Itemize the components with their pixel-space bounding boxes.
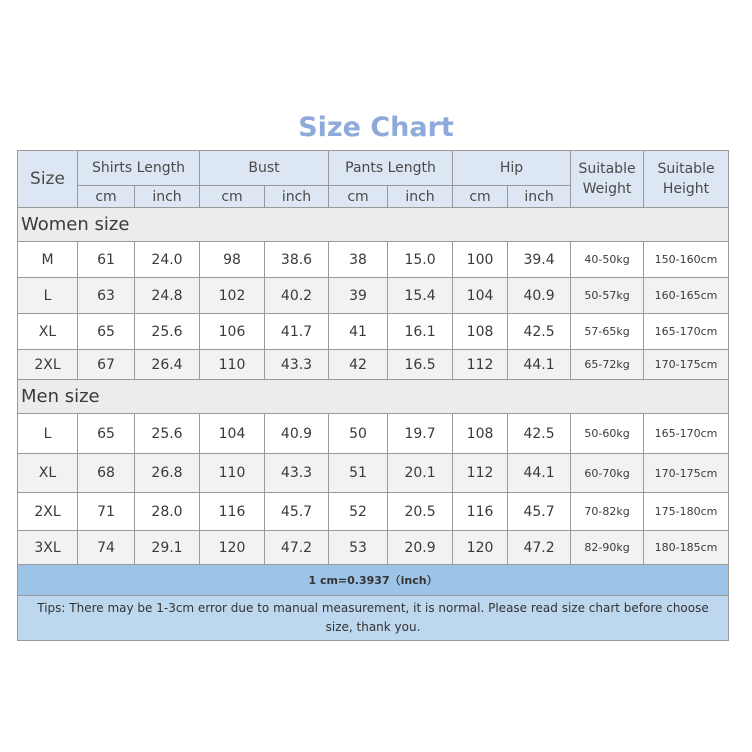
bust-inch-cell: 43.3 <box>265 350 329 380</box>
shirt-cm-cell: 68 <box>78 454 135 493</box>
size-cell: XL <box>18 454 78 493</box>
shirt-inch-cell: 28.0 <box>135 493 200 531</box>
section-row <box>18 380 729 414</box>
weight-cell: 70-82kg <box>571 493 644 531</box>
pants-cm-cell: 53 <box>329 531 388 565</box>
hip-inch-cell: 44.1 <box>508 350 571 380</box>
bust-cm-cell: 110 <box>200 454 265 493</box>
shirts-length-header: Shirts Length <box>78 151 200 186</box>
hip-inch-cell: 39.4 <box>508 242 571 278</box>
size-header: Size <box>18 151 78 208</box>
section-row <box>18 208 729 242</box>
height-cell: 160-165cm <box>644 278 729 314</box>
bust-inch-cell: 45.7 <box>265 493 329 531</box>
shirt-cm-cell: 61 <box>78 242 135 278</box>
table-row <box>18 493 729 531</box>
bust-cm-cell: 104 <box>200 414 265 454</box>
weight-cell: 50-57kg <box>571 278 644 314</box>
pants-length-header: Pants Length <box>329 151 453 186</box>
hip-cm-cell: 108 <box>453 314 508 350</box>
weight-cell: 57-65kg <box>571 314 644 350</box>
size-chart-table <box>17 150 729 641</box>
height-cell: 150-160cm <box>644 242 729 278</box>
shirt-inch-cell: 24.8 <box>135 278 200 314</box>
unit-cm-header: cm <box>453 186 508 208</box>
table-row <box>18 278 729 314</box>
unit-cm-header: cm <box>329 186 388 208</box>
shirt-inch-cell: 29.1 <box>135 531 200 565</box>
unit-inch-header: inch <box>265 186 329 208</box>
tips-note: Tips: There may be 1-3cm error due to manual measurement, it is normal. Please read size chart before choose size, thank you. <box>18 596 729 641</box>
hip-inch-cell: 42.5 <box>508 414 571 454</box>
unit-inch-header: inch <box>388 186 453 208</box>
hip-header: Hip <box>453 151 571 186</box>
bust-inch-cell: 43.3 <box>265 454 329 493</box>
unit-inch-header: inch <box>508 186 571 208</box>
height-cell: 170-175cm <box>644 454 729 493</box>
height-cell: 175-180cm <box>644 493 729 531</box>
shirt-inch-cell: 24.0 <box>135 242 200 278</box>
shirt-cm-cell: 65 <box>78 414 135 454</box>
weight-cell: 50-60kg <box>571 414 644 454</box>
hip-cm-cell: 112 <box>453 350 508 380</box>
pants-inch-cell: 20.9 <box>388 531 453 565</box>
height-cell: 180-185cm <box>644 531 729 565</box>
pants-cm-cell: 39 <box>329 278 388 314</box>
pants-inch-cell: 20.5 <box>388 493 453 531</box>
hip-inch-cell: 40.9 <box>508 278 571 314</box>
hip-cm-cell: 120 <box>453 531 508 565</box>
bust-inch-cell: 38.6 <box>265 242 329 278</box>
size-cell: L <box>18 278 78 314</box>
pants-inch-cell: 19.7 <box>388 414 453 454</box>
size-cell: M <box>18 242 78 278</box>
shirt-cm-cell: 74 <box>78 531 135 565</box>
bust-cm-cell: 98 <box>200 242 265 278</box>
shirt-inch-cell: 25.6 <box>135 314 200 350</box>
size-cell: L <box>18 414 78 454</box>
table-row <box>18 454 729 493</box>
pants-cm-cell: 51 <box>329 454 388 493</box>
hip-cm-cell: 104 <box>453 278 508 314</box>
pants-cm-cell: 41 <box>329 314 388 350</box>
bust-header: Bust <box>200 151 329 186</box>
size-cell: 3XL <box>18 531 78 565</box>
pants-cm-cell: 52 <box>329 493 388 531</box>
weight-cell: 65-72kg <box>571 350 644 380</box>
table-row <box>18 314 729 350</box>
bust-inch-cell: 47.2 <box>265 531 329 565</box>
hip-inch-cell: 47.2 <box>508 531 571 565</box>
tips-row <box>18 596 729 641</box>
shirt-cm-cell: 63 <box>78 278 135 314</box>
hip-cm-cell: 100 <box>453 242 508 278</box>
conversion-row <box>18 565 729 596</box>
height-header: Suitable Height <box>644 151 729 208</box>
weight-cell: 82-90kg <box>571 531 644 565</box>
height-cell: 165-170cm <box>644 314 729 350</box>
pants-inch-cell: 16.5 <box>388 350 453 380</box>
size-cell: 2XL <box>18 493 78 531</box>
women-size-label: Women size <box>18 208 729 242</box>
conversion-note: 1 cm=0.3937（inch） <box>18 565 729 596</box>
bust-cm-cell: 116 <box>200 493 265 531</box>
table-row <box>18 242 729 278</box>
size-cell: XL <box>18 314 78 350</box>
unit-inch-header: inch <box>135 186 200 208</box>
hip-inch-cell: 45.7 <box>508 493 571 531</box>
shirt-cm-cell: 65 <box>78 314 135 350</box>
bust-cm-cell: 110 <box>200 350 265 380</box>
height-cell: 165-170cm <box>644 414 729 454</box>
weight-cell: 60-70kg <box>571 454 644 493</box>
pants-inch-cell: 15.0 <box>388 242 453 278</box>
shirt-inch-cell: 26.8 <box>135 454 200 493</box>
bust-inch-cell: 40.9 <box>265 414 329 454</box>
bust-cm-cell: 102 <box>200 278 265 314</box>
page-title: Size Chart <box>298 112 454 143</box>
weight-header: Suitable Weight <box>571 151 644 208</box>
pants-inch-cell: 20.1 <box>388 454 453 493</box>
hip-inch-cell: 42.5 <box>508 314 571 350</box>
bust-cm-cell: 106 <box>200 314 265 350</box>
bust-cm-cell: 120 <box>200 531 265 565</box>
shirt-cm-cell: 67 <box>78 350 135 380</box>
shirt-inch-cell: 25.6 <box>135 414 200 454</box>
pants-cm-cell: 38 <box>329 242 388 278</box>
table-row <box>18 531 729 565</box>
hip-cm-cell: 112 <box>453 454 508 493</box>
hip-cm-cell: 116 <box>453 493 508 531</box>
pants-cm-cell: 42 <box>329 350 388 380</box>
size-cell: 2XL <box>18 350 78 380</box>
hip-cm-cell: 108 <box>453 414 508 454</box>
hip-inch-cell: 44.1 <box>508 454 571 493</box>
unit-cm-header: cm <box>78 186 135 208</box>
weight-cell: 40-50kg <box>571 242 644 278</box>
shirt-inch-cell: 26.4 <box>135 350 200 380</box>
bust-inch-cell: 40.2 <box>265 278 329 314</box>
height-cell: 170-175cm <box>644 350 729 380</box>
shirt-cm-cell: 71 <box>78 493 135 531</box>
pants-inch-cell: 16.1 <box>388 314 453 350</box>
table-row <box>18 350 729 380</box>
men-size-label: Men size <box>18 380 729 414</box>
pants-inch-cell: 15.4 <box>388 278 453 314</box>
unit-cm-header: cm <box>200 186 265 208</box>
pants-cm-cell: 50 <box>329 414 388 454</box>
bust-inch-cell: 41.7 <box>265 314 329 350</box>
table-row <box>18 414 729 454</box>
